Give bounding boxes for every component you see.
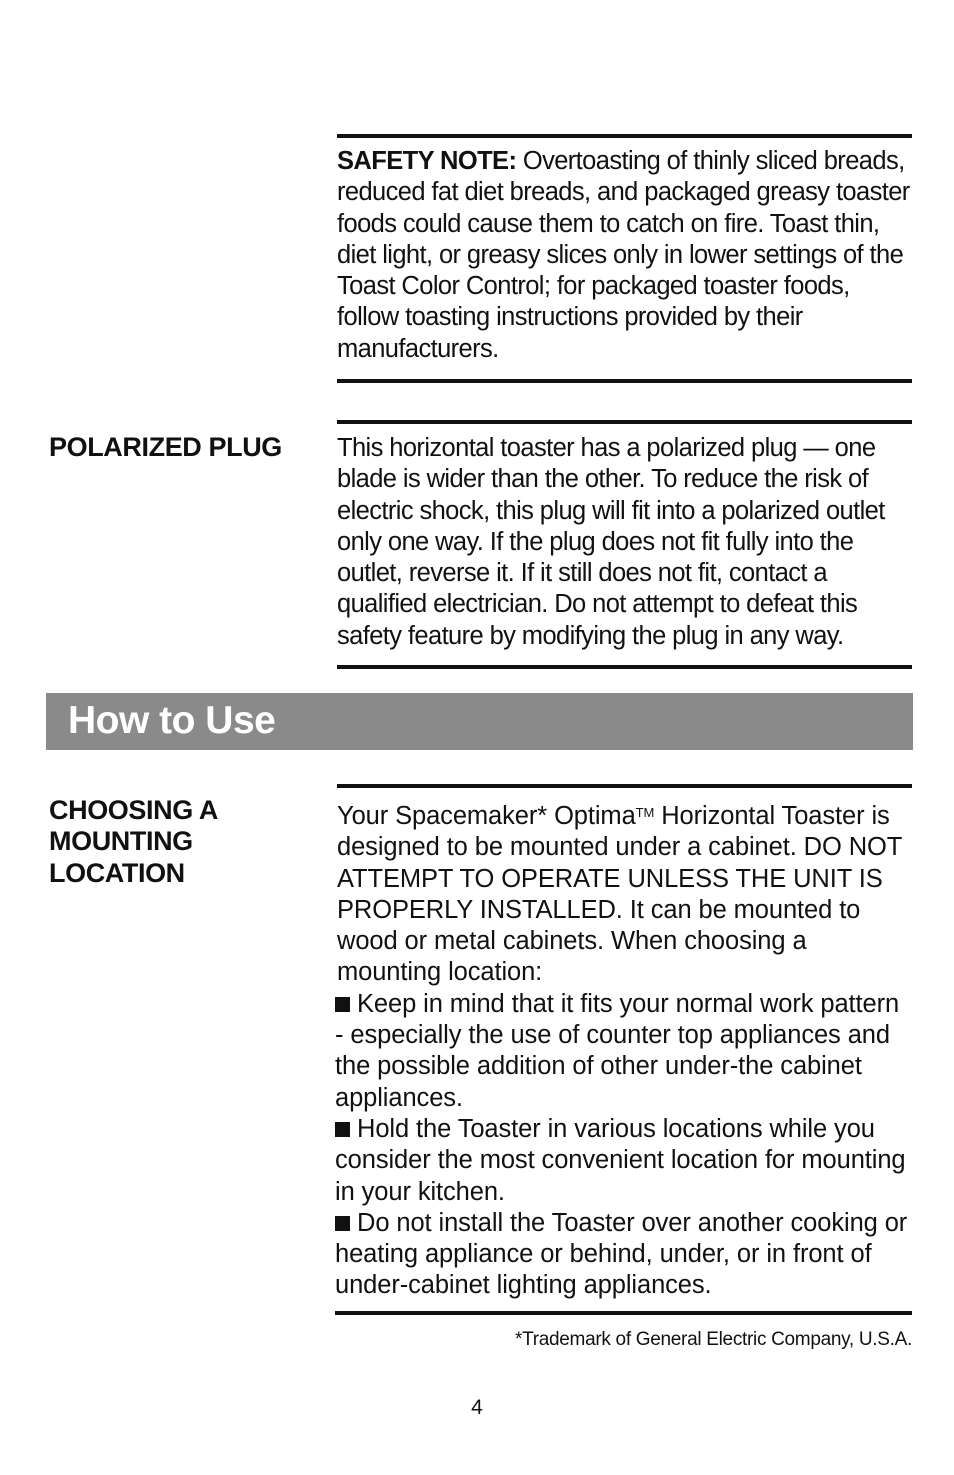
polarized-plug-bottom-rule — [337, 665, 912, 669]
trademark-symbol: TM — [635, 805, 655, 820]
mounting-bullet-3-text: Do not install the Toaster over another cooking or heating appliance or behind, under, or in front of under-cabinet lighting appliances. — [335, 1208, 908, 1300]
safety-note-label: SAFETY NOTE: — [337, 147, 517, 175]
mounting-text — [337, 797, 912, 1302]
trademark-footnote: *Trademark of General Electric Company, U.S.A. — [515, 1329, 912, 1350]
mounting-heading-line-3: LOCATION — [49, 857, 185, 888]
section-title: How to Use — [68, 699, 276, 742]
polarized-plug-text: This horizontal toaster has a polarized plug — one blade is wider than the other. To reduce the risk of electric shock, this plug will fit into a polarized outlet only one way. If the plug does not fit fully into the outlet, reverse it. If it still does not fit, contact a qualified electrician. Do not attempt to defeat this safety feature by modifying the plug in any way. — [337, 434, 885, 650]
mounting-bottom-rule — [335, 1311, 912, 1315]
mounting-bullet-2-text: Hold the Toaster in various locations while you consider the most convenient location for mounting in your kitchen. — [335, 1114, 906, 1206]
polarized-plug-top-rule — [337, 420, 912, 424]
safety-note-top-rule — [337, 134, 912, 138]
mounting-heading — [49, 795, 319, 889]
safety-note-bottom-rule — [337, 379, 912, 383]
mounting-intro — [337, 797, 912, 989]
mounting-intro-start: Your Spacemaker* Optima — [337, 802, 636, 830]
square-bullet-icon — [335, 1122, 350, 1137]
mounting-intro-rest: Horizontal Toaster is designed to be mounted under a cabinet. DO NOT ATTEMPT TO OPERATE UNLESS THE UNIT IS PROPERLY INSTALLED. It can be mounted to wood or metal cabinets. When choosing a mounting location: — [337, 802, 902, 987]
section-banner — [46, 693, 913, 750]
square-bullet-icon — [335, 997, 350, 1012]
mounting-bullet-2 — [335, 1114, 912, 1208]
safety-note-text: Overtoasting of thinly sliced breads, reduced fat diet breads, and packaged greasy toaster foods could cause them to catch on fire. Toast thin, diet light, or greasy slices only in lower settings of the Toast Color Control; for packaged toaster foods, follow toasting instructions provided by their manufacturers. — [337, 147, 910, 363]
page-number: 4 — [471, 1396, 483, 1419]
square-bullet-icon — [335, 1216, 350, 1231]
mounting-heading-line-2: MOUNTING — [49, 826, 193, 857]
mounting-bullet-1 — [335, 989, 912, 1114]
polarized-plug-heading: POLARIZED PLUG — [49, 432, 282, 462]
mounting-top-rule — [337, 784, 912, 788]
mounting-heading-line-1: CHOOSING A — [49, 795, 219, 825]
mounting-bullet-1-text: Keep in mind that it fits your normal work pattern - especially the use of counter top appliances and the possible addition of other under-the cabinet appliances. — [335, 989, 900, 1112]
safety-note — [337, 146, 912, 365]
mounting-bullet-3 — [335, 1208, 912, 1302]
